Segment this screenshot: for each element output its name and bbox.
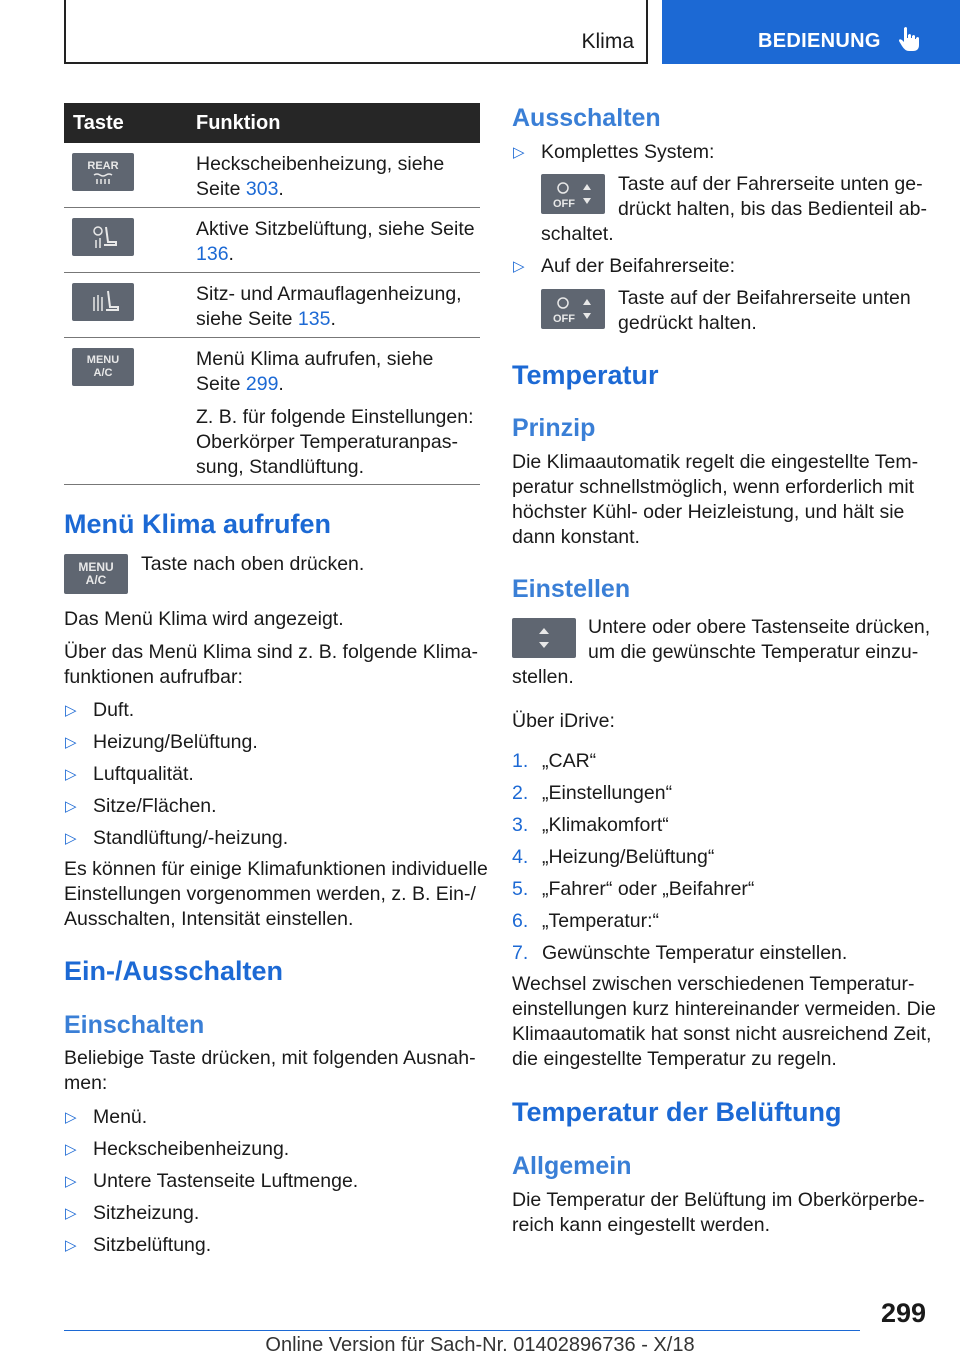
table-header-key: Taste [73,112,124,134]
paragraph: schaltet. [541,223,614,245]
heading-temperatur: Temperatur [512,360,659,390]
table-header-function: Funktion [196,112,281,134]
fan-off-key-icon [541,289,605,329]
list-item: ▷ Komplettes System: [513,141,715,163]
row-text-seat-heating: Sitz- und Armauflagenheizung, siehe Seite 135. [196,283,462,330]
key-function-table [64,103,480,485]
paragraph: drückt halten, bis das Bedienteil ab- [618,198,927,220]
heading-einschalten: Einschalten [64,1011,205,1039]
paragraph: stellen. [512,666,574,688]
list-item: ▷ Heckscheibenheizung. [65,1138,290,1160]
bullet-triangle-icon: ▷ [65,1173,77,1190]
heading-einstellen: Einstellen [512,575,631,603]
table-row [64,208,480,273]
header-section-box [64,0,648,64]
rear-defrost-key-icon: REAR [72,153,134,191]
paragraph: Taste auf der Beifahrerseite unten [618,287,911,309]
menu-press-text: Taste nach oben drücken. [141,553,365,575]
paragraph: Die Temperatur der Belüftung im Oberkörperbe- [512,1189,925,1211]
temperature-updown-key-icon [512,618,576,658]
row-text-rear-defrost: Heckscheibenheizung, siehe Seite 303. [196,153,445,200]
paragraph: men: [64,1072,108,1094]
table-row [64,338,480,485]
paragraph: Beliebige Taste drücken, mit folgenden Ausnah- [64,1047,476,1069]
paragraph: dann konstant. [512,526,640,548]
menu-ac-key-icon: MENU A/C [64,554,128,594]
paragraph: Es können für einige Klimafunktionen individuelle [64,858,488,880]
bullet-triangle-icon: ▷ [65,766,77,783]
bullet-triangle-icon: ▷ [65,1237,77,1254]
list-item: ▷ Menü. [65,1106,148,1128]
list-item: ▷ Auf der Beifahrerseite: [513,255,736,277]
bullet-triangle-icon: ▷ [65,702,77,719]
row-text-seat-ventilation: Aktive Sitzbelüftung, siehe Seite 136. [196,218,475,265]
page-link[interactable]: 299 [245,373,279,395]
header-chapter-title: BEDIENUNG [758,30,881,52]
header-section-title: Klima [581,30,634,53]
heading-allgemein: Allgemein [512,1152,632,1180]
list-item: ▷ Duft. [65,699,135,721]
list-item: 4. „Heizung/Belüftung“ [512,846,715,868]
bullet-triangle-icon: ▷ [513,144,525,161]
table-header [64,103,480,143]
menu-ac-key-icon: MENU A/C [72,348,134,386]
heading-menu-klima: Menü Klima aufrufen [64,509,332,539]
page-link[interactable]: 135 [297,308,331,330]
header-chapter-box [662,0,960,64]
paragraph: peratur schnellstmöglich, wenn erforderlich mit [512,476,915,498]
bullet-triangle-icon: ▷ [65,1109,77,1126]
paragraph: Über das Menü Klima sind z. B. folgende Klima- [64,641,479,663]
list-item: 6. „Temperatur:“ [512,910,660,932]
list-item: ▷ Heizung/Belüftung. [65,731,258,753]
paragraph: Das Menü Klima wird angezeigt. [64,608,344,630]
paragraph: Einstellungen vorgenommen werden, z. B. Ein-/ [64,883,476,905]
paragraph: Über iDrive: [512,710,615,732]
bullet-triangle-icon: ▷ [65,1141,77,1158]
list-item: ▷ Standlüftung/-heizung. [65,827,289,849]
paragraph: gedrückt halten. [618,312,757,334]
heading-ein-ausschalten: Ein-/Ausschalten [64,956,284,986]
paragraph: Taste auf der Fahrerseite unten ge- [618,173,923,195]
list-item: 1. „CAR“ [512,750,597,772]
list-item: 5. „Fahrer“ oder „Beifahrer“ [512,878,755,900]
row-text-menu-ac: Menü Klima aufrufen, siehe Seite 299. Z. B. für folgende Einstellungen: Oberkörper Temperaturanpas-sung, Standlüftung. [196,347,480,480]
page-number: 299 [880,1298,926,1328]
heading-ausschalten: Ausschalten [512,104,661,132]
table-row [64,143,480,208]
seat-heating-key-icon [72,283,134,321]
list-item: 7. Gewünschte Temperatur einstellen. [512,942,848,964]
paragraph: Die Klimaautomatik regelt die eingestellte Tem- [512,451,919,473]
bullet-triangle-icon: ▷ [65,734,77,751]
list-item: ▷ Sitzheizung. [65,1202,200,1224]
fan-off-key-icon [541,174,605,214]
row-extra-text: Z. B. für folgende Einstellungen: Oberkörper Temperaturanpas-sung, Standlüftung. [196,406,474,478]
bullet-triangle-icon: ▷ [65,798,77,815]
footer-divider [64,1330,860,1331]
seat-ventilation-key-icon [72,218,134,256]
svg-text:OFF: OFF [553,313,575,325]
paragraph: funktionen aufrufbar: [64,666,243,688]
page-link[interactable]: 136 [196,243,229,265]
paragraph: Klimaautomatik hat sonst nicht ausreichend Zeit, [512,1023,932,1045]
paragraph: höchster Kühl- oder Heizleistung, und hält sie [512,501,905,523]
list-item: ▷ Luftqualität. [65,763,194,785]
paragraph: Ausschalten, Intensität einstellen. [64,908,354,930]
list-item: ▷ Sitzbelüftung. [65,1234,212,1256]
list-item: ▷ Untere Tastenseite Luftmenge. [65,1170,359,1192]
bullet-triangle-icon: ▷ [65,830,77,847]
heading-prinzip: Prinzip [512,414,596,442]
list-item: 2. „Einstellungen“ [512,782,673,804]
paragraph: Untere oder obere Tastenseite drücken, [588,616,931,638]
page-link[interactable]: 303 [245,178,279,200]
bullet-triangle-icon: ▷ [65,1205,77,1222]
list-item: 3. „Klimakomfort“ [512,814,669,836]
list-item: ▷ Sitze/Flächen. [65,795,217,817]
paragraph: die eingestellte Temperatur zu regeln. [512,1048,837,1070]
paragraph: reich kann eingestellt werden. [512,1214,770,1236]
footer-text: Online Version für Sach-Nr. 01402896736 - X/18 [265,1334,695,1356]
table-row [64,273,480,338]
bullet-triangle-icon: ▷ [513,258,525,275]
hand-pointer-icon [898,26,920,52]
paragraph: um die gewünschte Temperatur einzu- [588,641,919,663]
paragraph: Wechsel zwischen verschiedenen Temperatur- [512,973,915,995]
svg-text:OFF: OFF [553,198,575,210]
paragraph: einstellungen kurz hintereinander vermeiden. Die [512,998,936,1020]
heading-temperatur-belueftung: Temperatur der Belüftung [512,1097,842,1127]
